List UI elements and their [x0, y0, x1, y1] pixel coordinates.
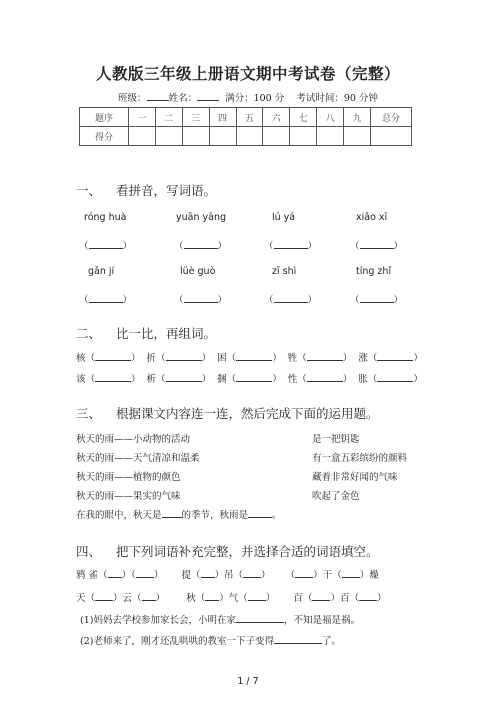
match-right-item[interactable]: 是一把钥匙 — [312, 434, 360, 445]
paren: ） — [217, 241, 228, 252]
match-right-item[interactable]: 有一盒五彩缤纷的颜料 — [312, 453, 408, 464]
score-input-cell[interactable] — [290, 127, 317, 146]
pinyin: gǎn jí — [88, 266, 115, 277]
character: 该 — [76, 374, 86, 385]
blank-line[interactable] — [312, 591, 330, 601]
pinyin: lüè guò — [180, 266, 216, 277]
score-label: 满分：100 分 — [225, 93, 285, 104]
blank-line[interactable] — [243, 568, 261, 578]
exam-info — [0, 90, 496, 104]
character: 燥 — [369, 570, 379, 581]
paren: ） — [217, 295, 228, 306]
answer-blank[interactable] — [350, 292, 403, 306]
score-header-row — [80, 108, 412, 127]
answer-blank[interactable] — [264, 238, 317, 252]
character: 雀 — [88, 570, 99, 581]
blank-line[interactable] — [274, 634, 322, 644]
blank-line — [89, 239, 123, 249]
blank-line[interactable] — [248, 508, 272, 518]
match-left-item[interactable]: 秋天的雨——小动物的活动 — [76, 434, 191, 445]
score-input-cell[interactable] — [263, 127, 290, 146]
blank-line[interactable] — [307, 351, 343, 361]
score-cell: 五 — [236, 108, 263, 127]
score-cell: 六 — [263, 108, 290, 127]
sentence-part: 在我的眼中，秋天是 — [76, 510, 162, 521]
paren: （ — [264, 295, 274, 306]
blank-line[interactable] — [95, 351, 131, 361]
question-text: (1)妈妈去学校参加家长会，小明在家 — [80, 615, 236, 626]
score-cell: 四 — [209, 108, 236, 127]
score-input-cell[interactable] — [209, 127, 236, 146]
score-cell: 三 — [182, 108, 209, 127]
blank-line[interactable] — [95, 591, 113, 601]
match-left-item[interactable]: 秋天的雨——天气清凉和温柔 — [76, 453, 200, 464]
section-number: 三、 — [76, 406, 102, 421]
match-right-item[interactable]: 藏着非常好闻的气味 — [312, 472, 398, 483]
page-title: 人教版三年级上册语文期中考试卷（完整） — [95, 64, 400, 83]
compare-row-2: 该（ ） 析（ ） 捆（ ） 性（ ） 胀（ ） — [76, 374, 423, 385]
class-blank — [147, 91, 169, 101]
section-number: 四、 — [76, 544, 102, 559]
paren: （ — [174, 241, 184, 252]
blank-line[interactable] — [377, 351, 413, 361]
match-left-item[interactable]: 秋天的雨——植物的颜色 — [76, 472, 181, 483]
score-value-row — [80, 127, 412, 146]
character: 折 — [146, 353, 157, 364]
score-table — [79, 107, 412, 146]
score-input-cell[interactable] — [236, 127, 263, 146]
pinyin: lú yá — [272, 212, 296, 223]
paren: ） — [307, 241, 318, 252]
blank-line[interactable] — [162, 508, 182, 518]
blank-line — [274, 239, 308, 249]
blank-line[interactable] — [236, 613, 284, 623]
character: 干 — [322, 570, 333, 581]
score-cell: 七 — [290, 108, 317, 127]
blank-line[interactable] — [236, 351, 272, 361]
character: 天 — [76, 593, 86, 604]
blank-line[interactable] — [307, 372, 343, 382]
score-input-cell[interactable] — [155, 127, 182, 146]
name-label: 姓名： — [168, 93, 198, 104]
character: 核 — [76, 353, 86, 364]
character: 秋 — [186, 593, 196, 604]
section-title: 比一比，再组词。 — [116, 326, 217, 341]
paren: ） — [393, 241, 404, 252]
score-cell: 总分 — [371, 108, 412, 127]
question-1 — [80, 612, 360, 626]
match-left-item[interactable]: 秋天的雨——果实的气味 — [76, 491, 181, 502]
blank-line[interactable] — [295, 568, 313, 578]
answer-blank[interactable] — [264, 292, 317, 306]
paren: ） — [122, 295, 133, 306]
blank-line — [360, 293, 394, 303]
pinyin: xiǎo xī — [356, 212, 388, 223]
paren: （ — [174, 295, 184, 306]
score-cell: 二 — [155, 108, 182, 127]
character: 胀 — [358, 374, 368, 385]
question-2 — [80, 633, 341, 647]
paren: ） — [122, 241, 133, 252]
score-input-cell[interactable] — [344, 127, 371, 146]
blank-line[interactable] — [136, 568, 154, 578]
blank-line[interactable] — [359, 591, 377, 601]
blank-line — [184, 239, 218, 249]
answer-blank[interactable] — [350, 238, 403, 252]
character: 百 — [293, 593, 303, 604]
score-cell: 题序 — [80, 108, 129, 127]
pinyin: yuān yāng — [176, 212, 227, 223]
section-2-heading — [76, 324, 216, 342]
character: 鸦 — [76, 570, 86, 581]
score-cell: 九 — [344, 108, 371, 127]
paren: （ — [79, 295, 89, 306]
score-input-cell[interactable] — [371, 127, 412, 146]
blank-line[interactable] — [142, 591, 156, 601]
blank-line[interactable] — [108, 568, 122, 578]
character: 提 — [181, 570, 191, 581]
score-cell: 一 — [129, 108, 156, 127]
answer-blank[interactable] — [79, 292, 132, 306]
idiom-row-1: 鸦 雀（ ）（ ） 提（ ）吊（ ） （ ）干（ ）燥 — [76, 570, 379, 581]
section-1-heading — [76, 181, 216, 199]
name-blank — [197, 91, 219, 101]
blank-line[interactable] — [166, 372, 202, 382]
character: 云 — [122, 593, 133, 604]
score-input-cell[interactable] — [129, 127, 156, 146]
blank-line[interactable] — [95, 372, 131, 382]
score-cell: 八 — [317, 108, 344, 127]
character: 百 — [339, 593, 350, 604]
question-text: ，不知是福是祸。 — [283, 615, 360, 626]
blank-line[interactable] — [248, 591, 266, 601]
section-number: 二、 — [76, 326, 102, 341]
page-number: 1 / 7 — [237, 676, 259, 687]
question-text: (2)老师来了，刚才还乱哄哄的教室一下子变得 — [80, 636, 274, 647]
character: 牲 — [287, 353, 298, 364]
character: 困 — [217, 353, 227, 364]
answer-blank[interactable] — [174, 292, 227, 306]
paren: （ — [350, 241, 360, 252]
compare-row-1: 核（ ） 折（ ） 困（ ） 牲（ ） 涨（ ） — [76, 353, 423, 364]
blank-line[interactable] — [236, 372, 272, 382]
score-input-cell[interactable] — [182, 127, 209, 146]
blank-line — [184, 293, 218, 303]
match-right-item[interactable]: 吹起了金色 — [312, 491, 360, 502]
character: 涨 — [358, 353, 368, 364]
character: 气 — [228, 593, 239, 604]
paren: （ — [350, 295, 360, 306]
character: 吊 — [224, 570, 234, 581]
score-cell: 得分 — [80, 127, 129, 146]
sentence-part: 。 — [272, 510, 282, 521]
time-label: 考试时间：90 分钟 — [296, 93, 378, 104]
idiom-row-2: 天（ ）云（ ） 秋（ ）气（ ） 百（ ）百（ ） — [76, 593, 387, 604]
blank-line — [360, 239, 394, 249]
paren: ） — [307, 295, 318, 306]
blank-line — [274, 293, 308, 303]
character: 析 — [146, 374, 157, 385]
paren: （ — [264, 241, 274, 252]
pinyin: zī shì — [272, 266, 297, 277]
section-title: 把下列词语补充完整，并选择合适的词语填空。 — [116, 544, 379, 559]
answer-blank[interactable] — [79, 238, 132, 252]
blank-line[interactable] — [342, 568, 360, 578]
class-label: 班级： — [118, 93, 147, 104]
pinyin: róng huà — [84, 212, 127, 223]
score-input-cell[interactable] — [317, 127, 344, 146]
blank-line[interactable] — [377, 372, 413, 382]
blank-line — [89, 293, 123, 303]
sentence-part: 的季节，秋雨是 — [181, 510, 249, 521]
paren: ） — [393, 295, 404, 306]
blank-line[interactable] — [201, 568, 215, 578]
blank-line[interactable] — [166, 351, 202, 361]
paren: （ — [79, 241, 89, 252]
blank-line[interactable] — [205, 591, 219, 601]
section-number: 一、 — [76, 183, 102, 198]
section-title: 看拼音，写词语。 — [116, 183, 217, 198]
question-text: 了。 — [321, 636, 341, 647]
character: 性 — [287, 374, 298, 385]
fill-sentence — [76, 507, 282, 521]
pinyin: tíng zhǐ — [356, 266, 392, 277]
section-title: 根据课文内容连一连，然后完成下面的运用题。 — [116, 406, 379, 421]
character: 捆 — [217, 374, 227, 385]
answer-blank[interactable] — [174, 238, 227, 252]
section-3-heading — [76, 404, 379, 422]
section-4-heading — [76, 542, 379, 560]
